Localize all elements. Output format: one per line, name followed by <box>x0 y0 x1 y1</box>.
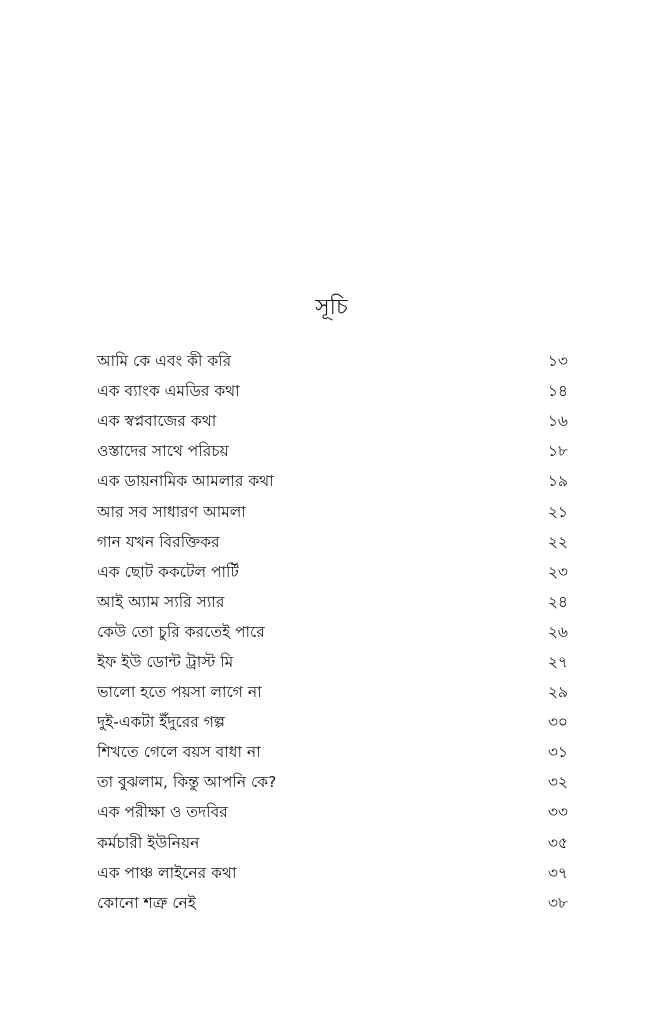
toc-entry <box>97 797 568 827</box>
table-of-contents <box>97 346 568 918</box>
toc-entry-title: এক পরীক্ষা ও তদবির <box>97 803 228 822</box>
toc-entry <box>97 888 568 918</box>
toc-entry-page: ১৮ <box>547 442 568 461</box>
toc-entry-page: ২৩ <box>547 562 568 581</box>
toc-entry-title: কেউ তো চুরি করতেই পারে <box>97 622 265 641</box>
toc-entry <box>97 767 568 797</box>
toc-entry-page: ১৩ <box>547 352 568 371</box>
toc-entry-title: দুই-একটা ইঁদুরের গল্প <box>97 713 225 732</box>
toc-entry <box>97 346 568 376</box>
toc-entry <box>97 677 568 707</box>
toc-entry <box>97 647 568 677</box>
toc-entry-page: ২৯ <box>547 683 568 702</box>
toc-entry-page: ৩২ <box>547 773 568 792</box>
toc-entry-title: এক ব্যাংক এমডির কথা <box>97 382 240 401</box>
toc-entry <box>97 737 568 767</box>
toc-entry <box>97 376 568 406</box>
toc-entry-title: ওস্তাদের সাথে পরিচয় <box>97 442 229 461</box>
toc-entry-page: ৩৭ <box>547 863 568 882</box>
toc-entry-title: আই অ্যাম স্যরি স্যার <box>97 592 225 611</box>
toc-entry-title: তা বুঝলাম, কিন্তু আপনি কে? <box>97 773 277 792</box>
toc-entry-title: এক পাঞ্চ লাইনের কথা <box>97 863 237 882</box>
toc-entry-title: শিখতে গেলে বয়স বাধা না <box>97 743 261 762</box>
toc-entry-title: ভালো হতে পয়সা লাগে না <box>97 683 262 702</box>
toc-entry-page: ১৪ <box>547 382 568 401</box>
toc-entry <box>97 858 568 888</box>
toc-entry-title: এক ডায়নামিক আমলার কথা <box>97 472 274 491</box>
toc-entry-page: ৩৩ <box>547 803 568 822</box>
toc-entry <box>97 707 568 737</box>
toc-entry <box>97 587 568 617</box>
toc-entry <box>97 466 568 496</box>
toc-entry <box>97 406 568 436</box>
toc-entry-page: ২৪ <box>547 592 568 611</box>
toc-entry <box>97 617 568 647</box>
toc-entry-title: আমি কে এবং কী করি <box>97 352 232 371</box>
toc-entry-page: ২৭ <box>547 652 568 671</box>
toc-entry-page: ১৬ <box>547 412 568 431</box>
toc-entry-title: কর্মচারী ইউনিয়ন <box>97 833 200 852</box>
toc-entry <box>97 496 568 526</box>
toc-entry-page: ২১ <box>547 502 568 521</box>
toc-entry-title: ইফ ইউ ডোন্ট ট্রাস্ট মি <box>97 652 234 671</box>
toc-entry <box>97 828 568 858</box>
toc-entry-page: ৩৫ <box>547 833 568 852</box>
toc-entry-page: ১৯ <box>547 472 568 491</box>
toc-entry-title: এক ছোট ককটেল পার্টি <box>97 562 239 581</box>
toc-entry-page: ২২ <box>547 532 568 551</box>
toc-entry-title: এক স্বপ্নবাজের কথা <box>97 412 217 431</box>
toc-entry-title: আর সব সাধারণ আমলা <box>97 502 246 521</box>
toc-entry-title: কোনো শত্রু নেই <box>97 893 196 912</box>
page-title: সূচি <box>315 295 348 320</box>
toc-entry-page: ৩০ <box>547 713 568 732</box>
toc-entry <box>97 557 568 587</box>
toc-entry-title: গান যখন বিরক্তিকর <box>97 532 220 551</box>
toc-entry <box>97 436 568 466</box>
toc-entry <box>97 527 568 557</box>
toc-entry-page: ২৬ <box>547 622 568 641</box>
toc-entry-page: ৩৮ <box>547 893 568 912</box>
toc-entry-page: ৩১ <box>547 743 568 762</box>
